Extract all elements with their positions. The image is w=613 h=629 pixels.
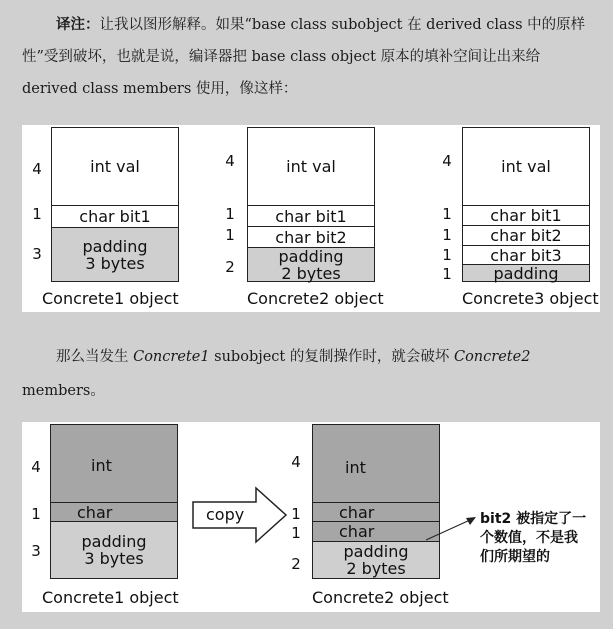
- char-cell: char bit2: [463, 225, 589, 245]
- char-cell: [51, 502, 177, 521]
- bottom-band: [0, 612, 613, 629]
- middle-text: subobject 的复制操作时，就会破坏: [209, 349, 454, 365]
- size-label: 1: [31, 505, 41, 523]
- char-cell: char bit1: [463, 205, 589, 225]
- copy-source-caption: Concrete1 object: [42, 588, 179, 607]
- intro-line-1: [22, 12, 602, 38]
- padding-cell: padding 2 bytes: [248, 247, 374, 281]
- size-label: 4: [442, 152, 452, 170]
- padding-cell: padding: [463, 264, 589, 281]
- size-label: 4: [32, 160, 42, 178]
- intro-line-3: derived class members 使用，像这样：: [22, 81, 298, 97]
- concrete2-box: [312, 424, 440, 579]
- char-cell-text: char: [77, 502, 113, 522]
- intro-lead: 译注：: [56, 16, 100, 33]
- concrete2-box: [247, 127, 375, 282]
- note-line: 个数值，不是我: [480, 530, 578, 546]
- middle-line-1: [22, 344, 602, 370]
- concrete3-box: [462, 127, 590, 282]
- size-label: 1: [442, 226, 452, 244]
- middle-line-2: members。: [22, 383, 105, 399]
- size-label: 1: [442, 205, 452, 223]
- copy-arrow: [192, 486, 288, 544]
- intro-line-2: 性”受到破坏，也就是说，编译器把 base class object 原本的填补空间让出来给: [22, 49, 541, 65]
- middle-class-name: Concrete1: [133, 349, 210, 365]
- intro-paragraph: [22, 12, 602, 102]
- size-label: 1: [291, 524, 301, 542]
- size-label: 1: [442, 246, 452, 264]
- int-cell: [313, 425, 439, 502]
- size-label: 4: [291, 453, 301, 471]
- annotation-arrow-icon: [422, 512, 482, 552]
- size-label: 2: [291, 555, 301, 573]
- size-label: 4: [31, 458, 41, 476]
- int-cell-text: int: [91, 456, 112, 475]
- size-label: 1: [225, 226, 235, 244]
- int-cell: int val: [501, 157, 551, 176]
- int-cell: [51, 425, 177, 502]
- copy-target-caption: Concrete2 object: [312, 588, 449, 607]
- concrete1-box: [51, 127, 179, 282]
- char-cell: [313, 521, 439, 541]
- char-cell-text: char: [339, 522, 375, 541]
- size-label: 1: [442, 265, 452, 283]
- int-cell: int val: [90, 157, 140, 176]
- size-label: 1: [225, 205, 235, 223]
- middle-class-name: Concrete2: [453, 349, 531, 365]
- size-label: 4: [225, 152, 235, 170]
- middle-paragraph: [22, 344, 602, 404]
- middle-text: 那么当发生: [56, 349, 134, 365]
- char-cell: char bit3: [463, 245, 589, 264]
- char-cell: [313, 502, 439, 521]
- copy-label: copy: [206, 505, 245, 524]
- size-label: 3: [32, 245, 42, 263]
- note-line: bit2 被指定了一: [480, 511, 587, 527]
- int-cell: int val: [286, 157, 336, 176]
- size-label: 1: [291, 505, 301, 523]
- concrete1-box: [50, 424, 178, 579]
- concrete3-caption: Concrete3 object: [462, 289, 599, 308]
- padding-cell: padding 3 bytes: [52, 227, 178, 281]
- padding-cell: padding 2 bytes: [313, 541, 439, 578]
- intro-line-1-text: 让我以图形解释。如果“base class subobject 在 derived class 中的原样: [99, 17, 586, 33]
- char-cell-text: char: [339, 502, 375, 522]
- char-cell: char bit1: [52, 205, 178, 227]
- padding-cell: padding 3 bytes: [51, 521, 177, 578]
- left-edge-band: [0, 0, 22, 629]
- note-line: 们所期望的: [480, 549, 550, 565]
- int-cell-text: int: [345, 458, 366, 477]
- annotation-note: [480, 510, 586, 567]
- char-cell: char bit2: [248, 226, 374, 247]
- size-label: 1: [32, 205, 42, 223]
- char-cell: char bit1: [248, 205, 374, 226]
- concrete1-caption: Concrete1 object: [42, 289, 179, 308]
- concrete2-caption: Concrete2 object: [247, 289, 384, 308]
- size-label: 3: [31, 542, 41, 560]
- figure-1: [22, 125, 600, 312]
- figure-2: [22, 422, 600, 612]
- size-label: 2: [225, 258, 235, 276]
